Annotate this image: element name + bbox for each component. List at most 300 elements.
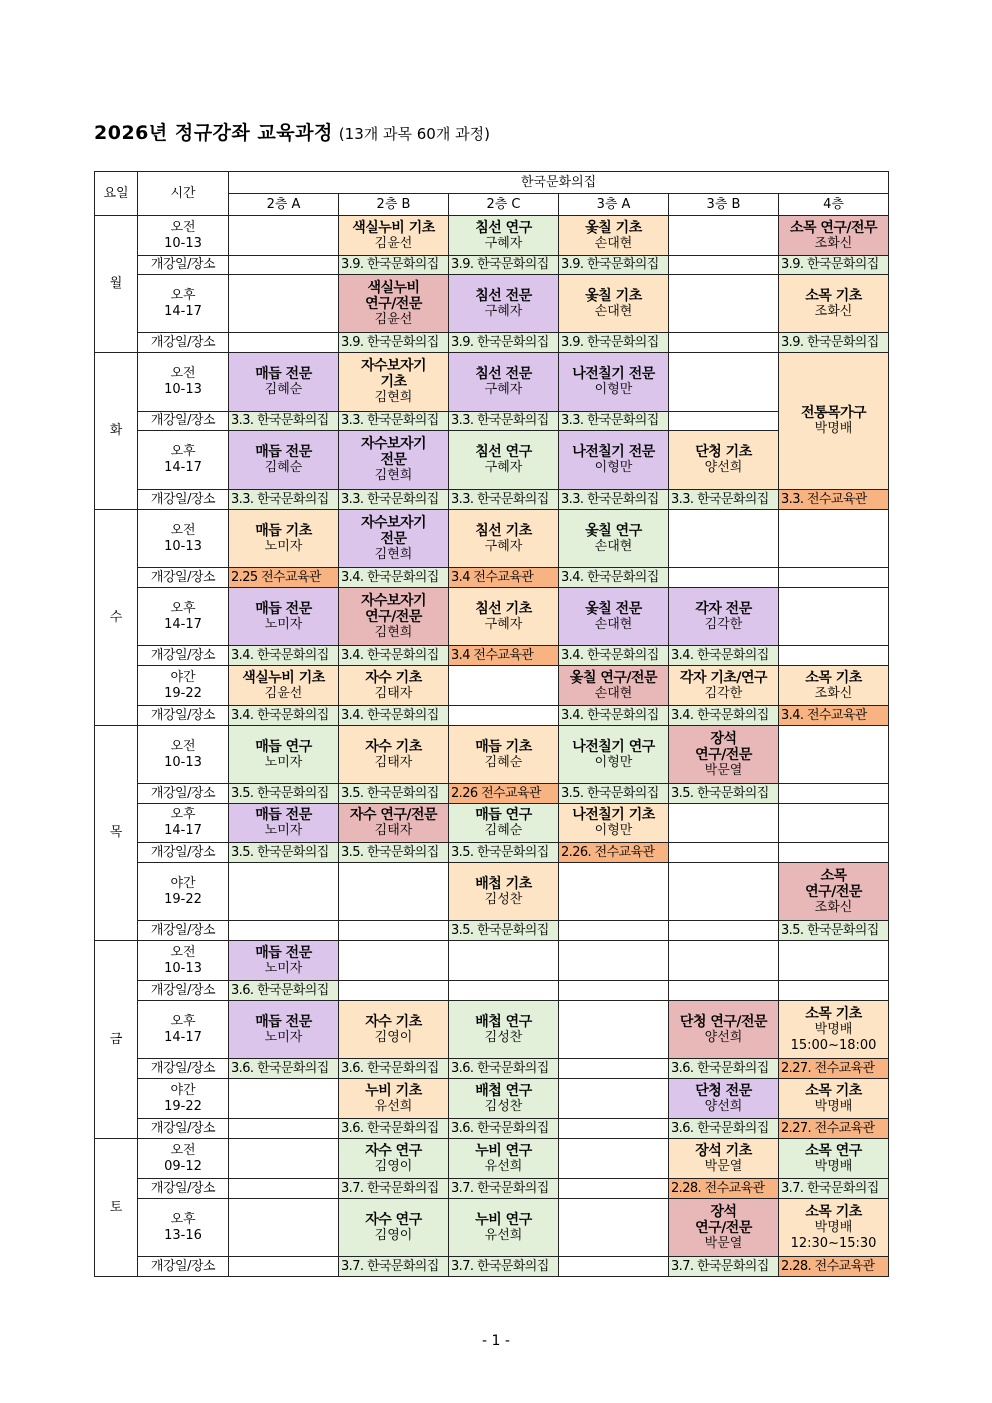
course-cell — [669, 941, 779, 981]
course-name: 전문 — [380, 452, 407, 468]
instructor-name: 노미자 — [264, 538, 303, 554]
instructor-name: 박문열 — [704, 1235, 743, 1251]
course-name: 소목 기초 — [805, 669, 862, 686]
opening-date-location: 3.4. 한국문화의집 — [339, 706, 449, 726]
opening-date-location — [559, 981, 669, 1001]
course-name: 단청 전문 — [695, 1082, 752, 1099]
course-cell — [669, 1001, 779, 1059]
day-cell: 토 — [95, 1139, 138, 1277]
opening-date-location — [229, 1179, 339, 1199]
opening-date-location: 3.5. 한국문화의집 — [449, 921, 559, 941]
opening-date-location: 3.4. 한국문화의집 — [669, 646, 779, 666]
course-name: 단청 기초 — [695, 444, 752, 460]
time-range: 10-13 — [164, 960, 202, 976]
instructor-name: 김성찬 — [484, 1098, 523, 1114]
instructor-name: 박명배 — [814, 1021, 853, 1037]
instructor-name: 구혜자 — [484, 616, 523, 632]
opening-row — [95, 412, 889, 431]
course-cell — [449, 510, 559, 568]
opening-row — [95, 490, 889, 510]
opening-label: 개강일/장소 — [138, 1257, 229, 1277]
header-time: 시간 — [138, 172, 229, 216]
course-cell — [339, 353, 449, 412]
course-name: 소목 기초 — [805, 1082, 862, 1099]
time-period: 오전 — [170, 366, 196, 381]
instructor-name: 박명배 — [814, 1219, 853, 1235]
time-period: 야간 — [170, 875, 196, 891]
day-cell: 목 — [95, 726, 138, 941]
course-cell — [779, 1139, 889, 1179]
opening-date-location: 3.3. 한국문화의집 — [339, 412, 449, 431]
opening-date-location: 3.5. 한국문화의집 — [229, 784, 339, 804]
course-cell — [559, 275, 669, 333]
time-range: 10-13 — [164, 235, 202, 251]
course-cell — [229, 588, 339, 646]
opening-label: 개강일/장소 — [138, 646, 229, 666]
opening-row — [95, 921, 889, 941]
course-cell — [779, 510, 889, 568]
instructor-name: 김혜순 — [264, 382, 303, 397]
course-name: 각자 전문 — [695, 600, 752, 617]
opening-date-location: 3.5. 한국문화의집 — [669, 784, 779, 804]
course-cell — [449, 353, 559, 412]
opening-date-location: 3.4. 한국문화의집 — [229, 646, 339, 666]
opening-date-location: 2.25 전수교육관 — [229, 568, 339, 588]
time-range: 09-12 — [164, 1158, 202, 1174]
opening-label: 개강일/장소 — [138, 981, 229, 1001]
course-name: 연구/전문 — [695, 1219, 752, 1236]
opening-date-location: 3.3. 한국문화의집 — [449, 412, 559, 431]
course-name: 나전칠기 연구 — [572, 738, 655, 755]
course-row — [95, 353, 889, 412]
opening-label: 개강일/장소 — [138, 784, 229, 804]
course-row — [95, 941, 889, 981]
opening-date-location: 3.7. 한국문화의집 — [339, 1179, 449, 1199]
opening-date-location — [669, 921, 779, 941]
time-range: 19-22 — [164, 685, 202, 701]
opening-date-location — [779, 646, 889, 666]
course-cell — [669, 275, 779, 333]
time-slot-cell — [138, 588, 229, 646]
opening-date-location — [559, 921, 669, 941]
time-slot-cell — [138, 941, 229, 981]
course-cell — [339, 863, 449, 921]
instructor-name: 김각한 — [704, 685, 743, 701]
opening-label: 개강일/장소 — [138, 921, 229, 941]
course-cell — [449, 588, 559, 646]
course-cell — [229, 941, 339, 981]
opening-date-location: 3.4 전수교육관 — [449, 568, 559, 588]
header-room: 2층 C — [449, 194, 559, 216]
course-cell — [669, 863, 779, 921]
course-cell — [229, 1199, 339, 1257]
course-cell — [779, 726, 889, 784]
time-slot-cell — [138, 1139, 229, 1179]
instructor-name: 김혜순 — [264, 460, 303, 475]
opening-label: 개강일/장소 — [138, 1059, 229, 1079]
instructor-name: 손대현 — [594, 685, 633, 701]
header-venue: 한국문화의집 — [229, 172, 889, 194]
course-cell — [339, 666, 449, 706]
header-room: 3층 B — [669, 194, 779, 216]
course-cell — [559, 863, 669, 921]
course-cell — [339, 510, 449, 568]
time-range: 14-17 — [164, 823, 202, 838]
opening-row — [95, 568, 889, 588]
document-title-line — [94, 118, 490, 145]
time-period: 오후 — [170, 600, 196, 616]
instructor-name: 손대현 — [594, 235, 633, 251]
course-cell — [449, 666, 559, 706]
course-name: 소목 기초 — [805, 1203, 862, 1220]
course-row — [95, 666, 889, 706]
course-row — [95, 588, 889, 646]
course-cell — [779, 588, 889, 646]
course-row — [95, 431, 889, 490]
opening-date-location — [339, 921, 449, 941]
course-name: 색실누비 — [367, 279, 420, 296]
opening-date-location — [229, 1257, 339, 1277]
instructor-name: 박문열 — [704, 762, 743, 778]
opening-date-location: 3.3. 한국문화의집 — [559, 412, 669, 431]
opening-date-location — [229, 333, 339, 353]
time-range: 13-16 — [164, 1227, 202, 1243]
course-cell — [669, 1079, 779, 1119]
opening-date-location: 2.27. 전수교육관 — [779, 1119, 889, 1139]
course-cell — [559, 431, 669, 490]
instructor-name: 구혜자 — [484, 235, 523, 251]
course-cell — [449, 863, 559, 921]
opening-date-location: 3.3. 한국문화의집 — [229, 490, 339, 510]
time-slot-cell — [138, 216, 229, 256]
course-name: 침선 연구 — [475, 444, 532, 460]
course-cell — [669, 588, 779, 646]
opening-label: 개강일/장소 — [138, 490, 229, 510]
course-name: 자수 기초 — [365, 669, 422, 686]
instructor-name: 김윤선 — [374, 235, 413, 251]
opening-date-location: 3.4. 한국문화의집 — [339, 646, 449, 666]
opening-date-location — [779, 568, 889, 588]
course-cell — [339, 1079, 449, 1119]
course-name: 장석 — [710, 1203, 737, 1220]
opening-date-location: 3.3. 한국문화의집 — [229, 412, 339, 431]
opening-date-location: 3.9. 한국문화의집 — [339, 333, 449, 353]
course-row — [95, 1079, 889, 1119]
opening-date-location — [669, 412, 779, 431]
instructor-name: 조화신 — [814, 685, 853, 701]
page-title: 2026년 정규강좌 교육과정 — [94, 122, 333, 144]
time-period: 오전 — [170, 522, 196, 538]
opening-label: 개강일/장소 — [138, 256, 229, 275]
opening-date-location: 3.9. 한국문화의집 — [339, 256, 449, 275]
instructor-name: 김혜순 — [484, 754, 523, 770]
opening-date-location — [669, 981, 779, 1001]
course-name: 자수보자기 — [360, 436, 427, 452]
opening-row — [95, 333, 889, 353]
opening-date-location — [559, 1119, 669, 1139]
opening-label: 개강일/장소 — [138, 1179, 229, 1199]
opening-date-location: 3.6. 한국문화의집 — [669, 1059, 779, 1079]
opening-date-location: 3.4. 한국문화의집 — [559, 646, 669, 666]
opening-date-location: 3.5. 한국문화의집 — [339, 784, 449, 804]
instructor-name: 박문열 — [704, 1158, 743, 1174]
course-cell — [339, 588, 449, 646]
time-range: 19-22 — [164, 1098, 202, 1114]
course-name: 누비 기초 — [365, 1082, 422, 1099]
opening-date-location: 3.7. 한국문화의집 — [339, 1257, 449, 1277]
opening-date-location: 2.28. 전수교육관 — [669, 1179, 779, 1199]
opening-date-location: 3.3. 전수교육관 — [779, 490, 889, 510]
course-cell — [229, 804, 339, 843]
course-cell — [559, 941, 669, 981]
course-name: 매듭 연구 — [475, 807, 532, 823]
opening-date-location: 3.3. 한국문화의집 — [339, 490, 449, 510]
opening-date-location — [449, 706, 559, 726]
course-name: 소목 — [820, 867, 847, 884]
opening-date-location — [779, 784, 889, 804]
instructor-name: 구혜자 — [484, 303, 523, 319]
time-slot-cell — [138, 1001, 229, 1059]
opening-date-location: 3.9. 한국문화의집 — [779, 256, 889, 275]
time-slot-cell — [138, 666, 229, 706]
opening-row — [95, 1059, 889, 1079]
instructor-name: 김성찬 — [484, 891, 523, 907]
course-row — [95, 804, 889, 843]
course-row — [95, 1001, 889, 1059]
instructor-name: 김성찬 — [484, 1029, 523, 1045]
opening-date-location: 3.3. 한국문화의집 — [669, 490, 779, 510]
course-cell — [669, 1139, 779, 1179]
opening-row — [95, 784, 889, 804]
course-cell — [449, 804, 559, 843]
course-cell — [339, 804, 449, 843]
course-name: 연구/전문 — [365, 608, 422, 625]
course-cell — [449, 1079, 559, 1119]
opening-date-location: 2.27. 전수교육관 — [779, 1059, 889, 1079]
opening-date-location: 3.7. 한국문화의집 — [779, 1179, 889, 1199]
course-row — [95, 1139, 889, 1179]
opening-label: 개강일/장소 — [138, 843, 229, 863]
time-range: 19-22 — [164, 891, 202, 907]
course-cell — [779, 1199, 889, 1257]
time-slot-cell — [138, 1079, 229, 1119]
course-cell — [229, 1079, 339, 1119]
opening-date-location: 3.9. 한국문화의집 — [559, 333, 669, 353]
course-name: 장석 — [710, 730, 737, 747]
course-cell — [559, 353, 669, 412]
opening-date-location: 3.4. 전수교육관 — [779, 706, 889, 726]
course-cell — [669, 804, 779, 843]
opening-date-location — [229, 921, 339, 941]
instructor-name: 조화신 — [814, 235, 853, 251]
opening-date-location: 3.4. 한국문화의집 — [229, 706, 339, 726]
opening-date-location — [229, 256, 339, 275]
time-range: 14-17 — [164, 1029, 202, 1045]
course-row — [95, 510, 889, 568]
opening-date-location — [449, 981, 559, 1001]
page-subtitle: (13개 과목 60개 과정) — [338, 125, 490, 143]
opening-date-location: 3.6. 한국문화의집 — [229, 981, 339, 1001]
header-room: 2층 B — [339, 194, 449, 216]
opening-row — [95, 256, 889, 275]
time-range: 14-17 — [164, 303, 202, 319]
course-name: 매듭 연구 — [255, 738, 312, 755]
course-cell — [229, 863, 339, 921]
course-name: 나전칠기 전문 — [572, 366, 655, 382]
time-period: 오전 — [170, 219, 196, 235]
instructor-name: 김태자 — [374, 754, 413, 770]
course-cell — [449, 216, 559, 256]
opening-date-location: 3.7. 한국문화의집 — [449, 1179, 559, 1199]
course-row — [95, 216, 889, 256]
opening-date-location: 3.3. 한국문화의집 — [449, 490, 559, 510]
course-name: 자수 연구 — [365, 1142, 422, 1159]
time-slot-cell — [138, 863, 229, 921]
instructor-name: 양선희 — [704, 1029, 743, 1045]
instructor-name: 김현희 — [374, 468, 413, 483]
course-row — [95, 726, 889, 784]
opening-date-location: 3.4. 한국문화의집 — [339, 568, 449, 588]
course-row — [95, 863, 889, 921]
opening-row — [95, 981, 889, 1001]
opening-date-location — [669, 333, 779, 353]
course-cell — [779, 863, 889, 921]
course-cell — [229, 726, 339, 784]
day-cell: 수 — [95, 510, 138, 726]
course-cell — [559, 804, 669, 843]
course-name: 자수보자기 — [360, 514, 427, 531]
course-name: 장석 기초 — [695, 1142, 752, 1159]
course-name: 자수 기초 — [365, 1013, 422, 1030]
course-name: 소목 기초 — [805, 287, 862, 304]
time-range: 14-17 — [164, 616, 202, 632]
course-name: 소목 연구 — [805, 1142, 862, 1159]
opening-label: 개강일/장소 — [138, 568, 229, 588]
page-number: - 1 - — [482, 1333, 510, 1349]
course-cell — [779, 1079, 889, 1119]
instructor-name: 김현희 — [374, 624, 413, 640]
time-slot-cell — [138, 726, 229, 784]
course-name: 누비 연구 — [475, 1211, 532, 1228]
course-cell — [339, 431, 449, 490]
opening-date-location: 2.28. 전수교육관 — [779, 1257, 889, 1277]
instructor-name: 김혜순 — [484, 823, 523, 838]
course-name: 자수 연구/전문 — [349, 807, 438, 823]
opening-date-location: 3.9. 한국문화의집 — [559, 256, 669, 275]
instructor-name: 양선희 — [704, 1098, 743, 1114]
time-period: 오후 — [170, 1211, 196, 1227]
time-period: 오전 — [170, 1142, 196, 1158]
opening-row — [95, 1257, 889, 1277]
instructor-name: 이형만 — [594, 754, 633, 770]
opening-date-location: 3.6. 한국문화의집 — [229, 1059, 339, 1079]
opening-date-location: 3.4 전수교육관 — [449, 646, 559, 666]
time-range: 10-13 — [164, 538, 202, 554]
course-name: 자수 기초 — [365, 738, 422, 755]
instructor-name: 김태자 — [374, 823, 413, 838]
course-name: 전문 — [380, 530, 407, 547]
opening-date-location — [779, 981, 889, 1001]
opening-date-location: 3.5. 한국문화의집 — [449, 843, 559, 863]
instructor-name: 구혜자 — [484, 460, 523, 475]
opening-date-location — [229, 1119, 339, 1139]
course-name: 소목 연구/전무 — [789, 219, 878, 236]
course-cell — [559, 216, 669, 256]
instructor-name: 김현희 — [374, 546, 413, 562]
instructor-name: 손대현 — [594, 538, 633, 554]
time-period: 오후 — [170, 287, 196, 303]
course-name: 매듭 전문 — [255, 1013, 312, 1030]
instructor-name: 조화신 — [814, 303, 853, 319]
course-cell — [669, 216, 779, 256]
course-name: 자수보자기 — [360, 358, 427, 374]
course-cell — [669, 666, 779, 706]
opening-date-location: 3.9. 한국문화의집 — [449, 333, 559, 353]
opening-date-location: 2.26 전수교육관 — [449, 784, 559, 804]
time-slot-cell — [138, 1199, 229, 1257]
instructor-name: 박명배 — [814, 1098, 853, 1114]
header-room: 2층 A — [229, 194, 339, 216]
course-cell — [779, 666, 889, 706]
course-cell — [559, 1001, 669, 1059]
course-name: 배첩 연구 — [475, 1082, 532, 1099]
instructor-name: 조화신 — [814, 899, 853, 915]
time-range: 10-13 — [164, 382, 202, 397]
opening-row — [95, 1179, 889, 1199]
instructor-name: 노미자 — [264, 616, 303, 632]
course-name: 매듭 전문 — [255, 366, 312, 382]
course-name: 배첩 연구 — [475, 1013, 532, 1030]
opening-date-location: 3.6. 한국문화의집 — [449, 1119, 559, 1139]
course-name: 누비 연구 — [475, 1142, 532, 1159]
opening-date-location: 3.5. 한국문화의집 — [339, 843, 449, 863]
instructor-name: 손대현 — [594, 303, 633, 319]
course-cell — [559, 1199, 669, 1257]
course-row — [95, 275, 889, 333]
time-range: 10-13 — [164, 754, 202, 770]
course-time-note: 15:00~18:00 — [790, 1037, 877, 1053]
course-cell — [339, 1139, 449, 1179]
course-cell — [229, 666, 339, 706]
course-cell — [449, 1001, 559, 1059]
course-name: 기초 — [380, 374, 407, 390]
opening-label: 개강일/장소 — [138, 1119, 229, 1139]
time-period: 오후 — [170, 807, 196, 822]
course-name: 단청 연구/전문 — [679, 1013, 768, 1030]
course-name: 침선 기초 — [475, 600, 532, 617]
course-cell — [449, 431, 559, 490]
course-name: 연구/전문 — [365, 295, 422, 312]
instructor-name: 박명배 — [814, 1158, 853, 1174]
instructor-name: 이형만 — [594, 823, 633, 838]
instructor-name: 유선희 — [374, 1098, 413, 1114]
opening-date-location: 2.26. 전수교육관 — [559, 843, 669, 863]
instructor-name: 김영이 — [374, 1158, 413, 1174]
course-name: 전통목가구 — [800, 405, 867, 421]
opening-date-location: 3.4. 한국문화의집 — [669, 706, 779, 726]
course-cell — [669, 510, 779, 568]
opening-date-location — [669, 256, 779, 275]
course-name: 옻칠 기초 — [585, 219, 642, 236]
course-cell — [449, 275, 559, 333]
header-day: 요일 — [95, 172, 138, 216]
course-name: 색실누비 기초 — [352, 219, 435, 236]
opening-date-location: 3.6. 한국문화의집 — [669, 1119, 779, 1139]
opening-date-location — [669, 843, 779, 863]
course-name: 매듭 전문 — [255, 444, 312, 460]
course-cell — [449, 726, 559, 784]
course-name: 옻칠 연구/전문 — [569, 669, 658, 686]
